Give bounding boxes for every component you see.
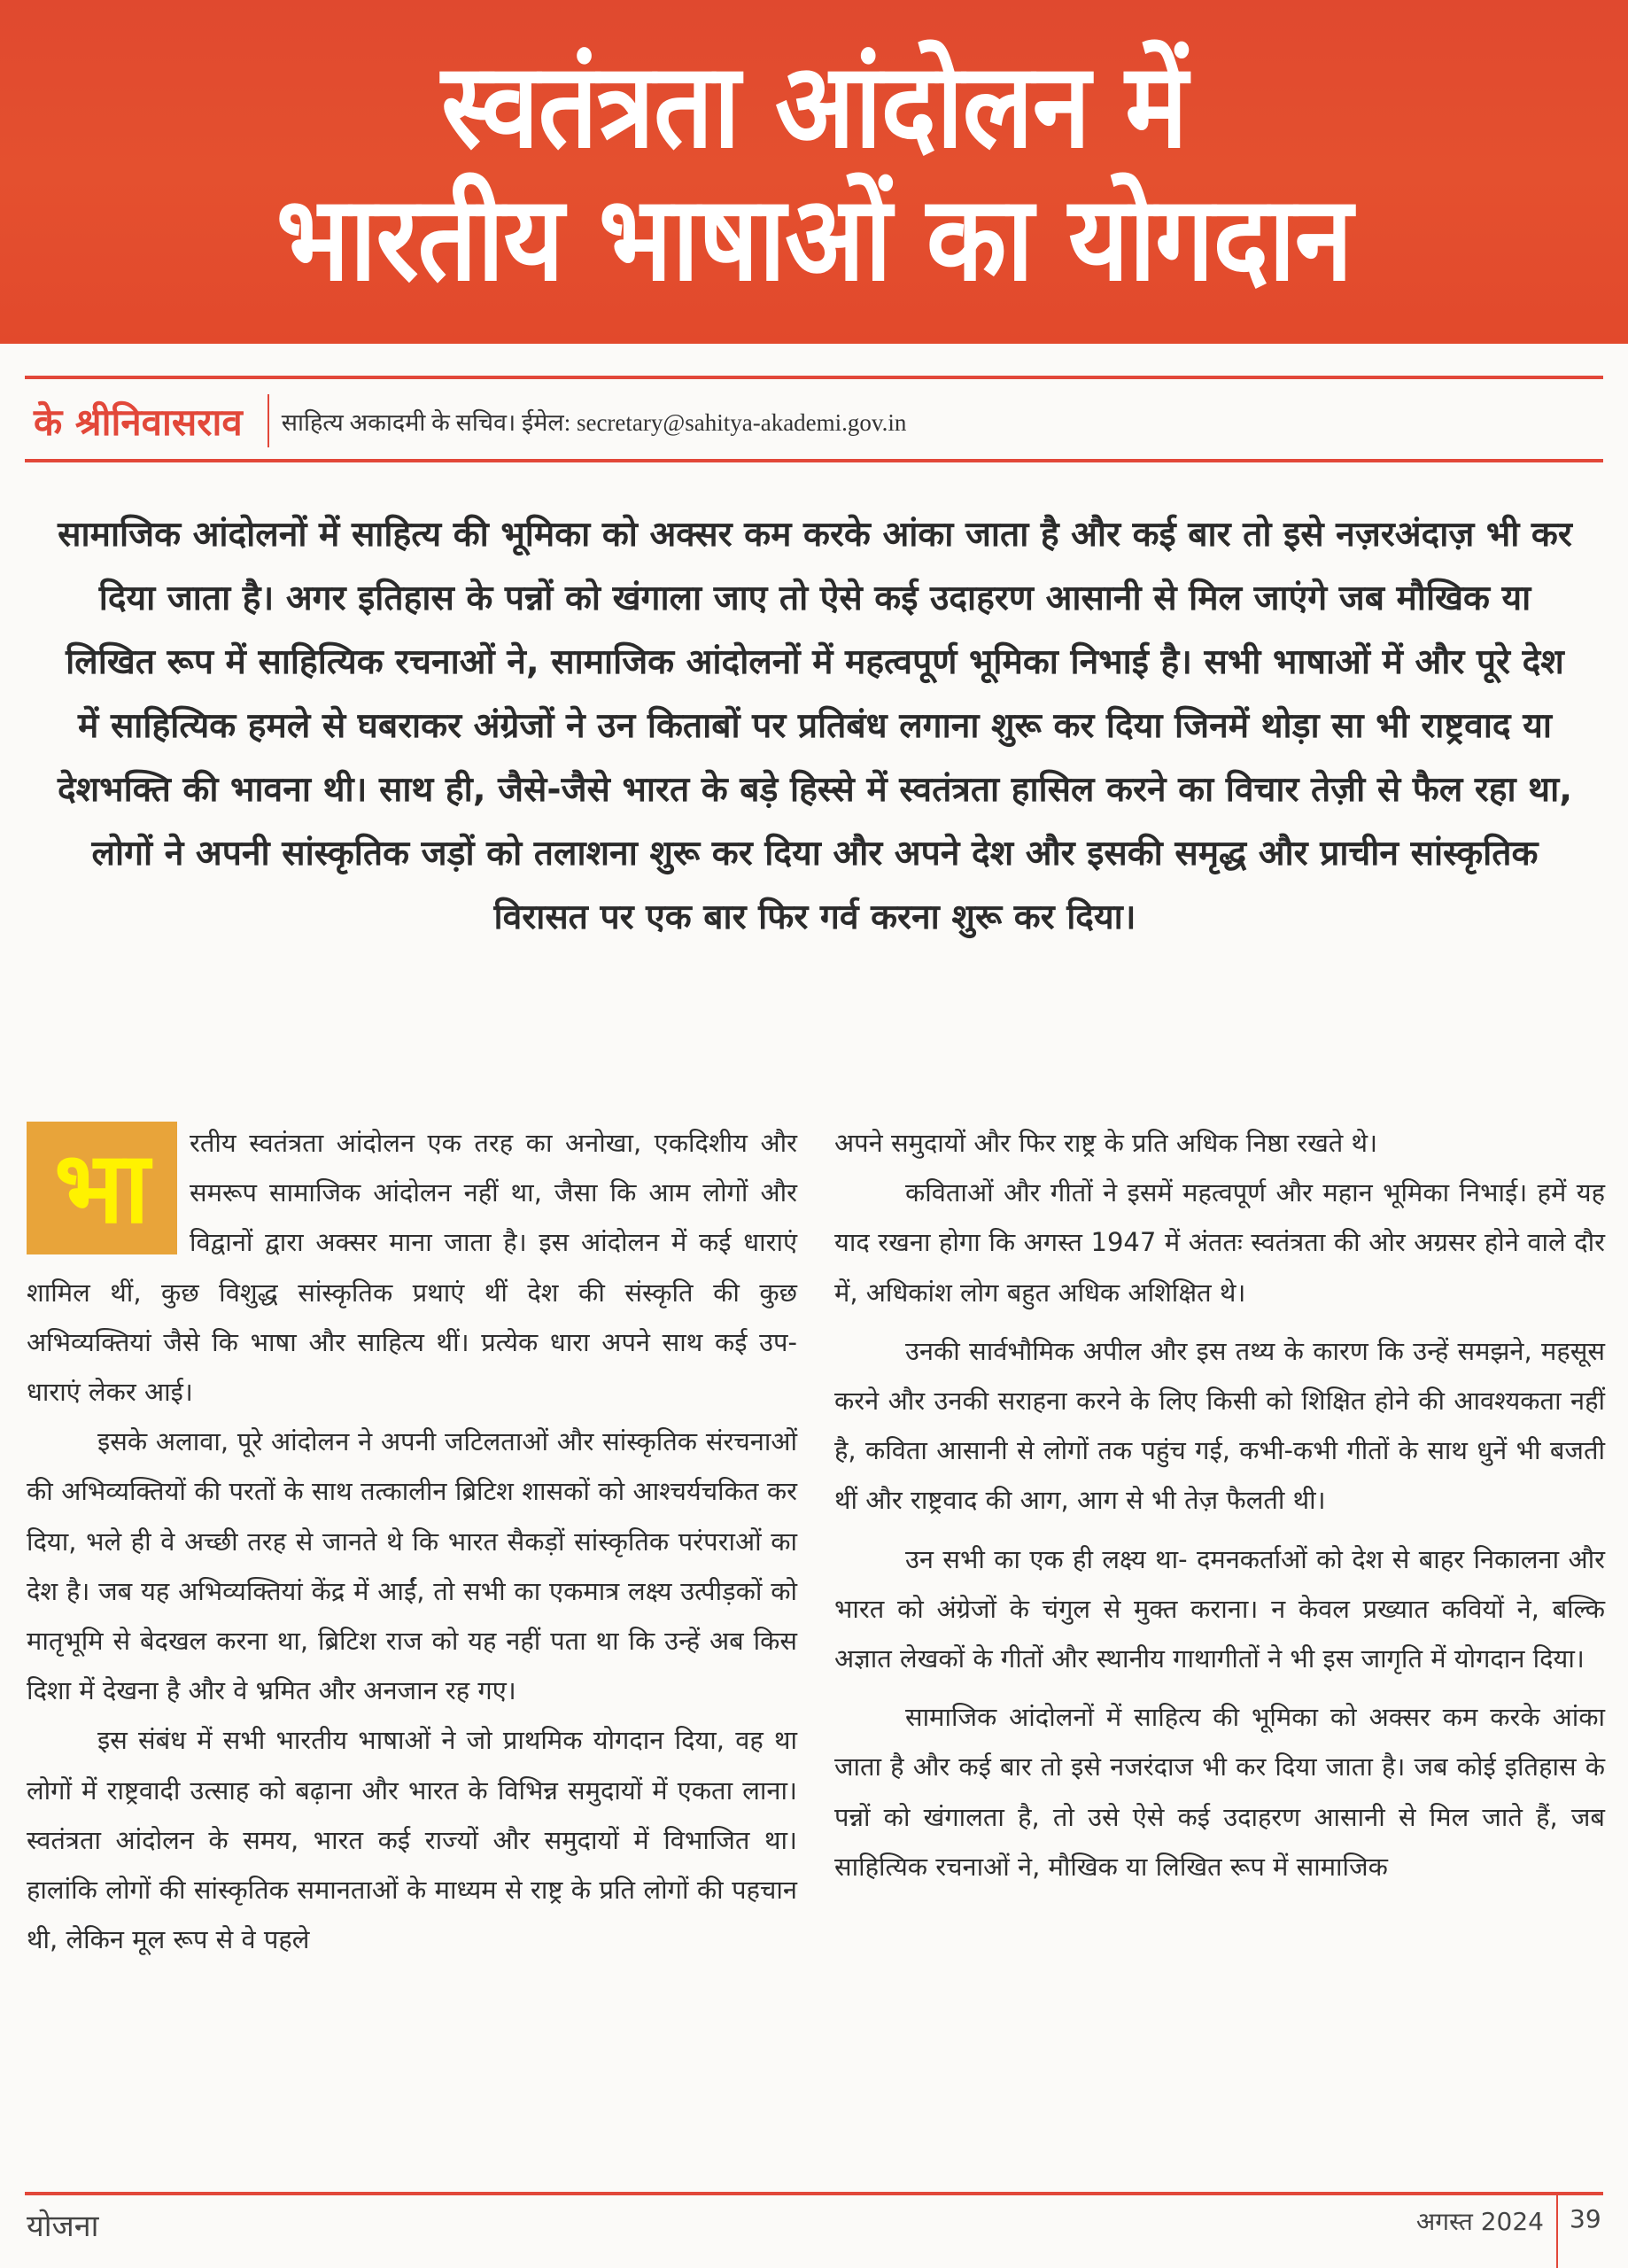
body-paragraph: इस संबंध में सभी भारतीय भाषाओं ने जो प्राथमिक योगदान दिया, वह था लोगों में राष्ट्रवादी उत्साह को बढ़ाना और भारत के विभिन्न समुदायों में एकता लाना। स्वतंत्रता आंदोलन के समय, भारत कई राज्यों और समुदायों में विभाजित था। हालांकि लोगों की सांस्कृतिक समानताओं के माध्यम से राष्ट्र के प्रति लोगों की पहचान थी, लेकिन मूल रूप से वे पहले — [27, 1725, 797, 1955]
issue-date: अगस्त 2024 — [1415, 2207, 1544, 2236]
byline-bottom-rule — [25, 459, 1603, 462]
byline — [25, 390, 1603, 452]
drop-cap: भा — [27, 1122, 177, 1254]
body-paragraph: उनकी सार्वभौमिक अपील और इस तथ्य के कारण कि उन्हें समझने, महसूस करने और उनकी सराहना करने के लिए किसी को शिक्षित होने की आवश्यकता नहीं है, कविता आसानी से लोगों तक पहुंच गई, कभी-कभी गीतों के साथ धुनें भी बजती थीं और राष्ट्रवाद की आग, आग से भी तेज़ फैलती थी। — [834, 1335, 1605, 1516]
body-paragraph: उन सभी का एक ही लक्ष्य था- दमनकर्ताओं को देश से बाहर निकालना और भारत को अंग्रेजों के चंगुल से मुक्त कराना। न केवल प्रख्यात कवियों ने, बल्कि अज्ञात लेखकों के गीतों और स्थानीय गाथागीतों ने भी इस जागृति में योगदान दिया। — [834, 1543, 1605, 1674]
body-paragraph: इसके अलावा, पूरे आंदोलन ने अपनी जटिलताओं और सांस्कृतिक संरचनाओं की अभिव्यक्तियों की परतों के साथ तत्कालीन ब्रिटिश शासकों को आश्चर्यचकित कर दिया, भले ही वे अच्छी तरह से जानते थे कि भारत सैकड़ों सांस्कृतिक परंपराओं का देश है। जब यह अभिव्यक्तियां केंद्र में आईं, तो सभी का एकमात्र लक्ष्य उत्पीड़कों को मातृभूमि से बेदखल करना था, ब्रिटिश राज को यह नहीं पता था कि उन्हें अब किस दिशा में देखना है और वे भ्रमित और अनजान रह गए। — [27, 1426, 797, 1706]
footer-separator — [1556, 2192, 1558, 2268]
author-description: साहित्य अकादमी के सचिव। ईमेल: secretary@sahitya-akademi.gov.in — [281, 408, 907, 436]
article-title-line-2: भारतीय भाषाओं का योगदान — [275, 169, 1353, 307]
author-name: के श्रीनिवासराव — [34, 400, 243, 444]
title-banner — [0, 0, 1628, 344]
article-title-line-1: स्वतंत्रता आंदोलन में — [441, 36, 1187, 175]
byline-top-rule — [25, 376, 1603, 379]
byline-separator — [267, 394, 269, 447]
body-paragraph: अपने समुदायों और फिर राष्ट्र के प्रति अधिक निष्ठा रखते थे। — [834, 1128, 1378, 1158]
page-number: 39 — [1570, 2204, 1601, 2233]
body-column-right — [834, 1118, 1605, 1891]
footer-rule — [25, 2192, 1603, 2195]
body-column-left — [27, 1118, 797, 1964]
body-paragraph: रतीय स्वतंत्रता आंदोलन एक तरह का अनोखा, एकदिशीय और समरूप सामाजिक आंदोलन नहीं था, जैसा कि आम लोगों और विद्वानों द्वारा अक्सर माना जाता है। इस आंदोलन में कई धाराएं शामिल थीं, कुछ विशुद्ध सांस्कृतिक प्रथाएं थीं देश की संस्कृति की कुछ अभिव्यक्तियां जैसे कि भाषा और साहित्य थीं। प्रत्येक धारा अपने साथ कई उप-धाराएं लेकर आई। — [27, 1128, 797, 1408]
intro-paragraph: सामाजिक आंदोलनों में साहित्य की भूमिका को अक्सर कम करके आंका जाता है और कई बार तो इसे नज़रअंदाज़ भी कर दिया जाता है। अगर इतिहास के पन्नों को खंगाला जाए तो ऐसे कई उदाहरण आसानी से मिल जाएंगे जब मौखिक या लिखित रूप में साहित्यिक रचनाओं ने, सामाजिक आंदोलनों में महत्वपूर्ण भूमिका निभाई है। सभी भाषाओं में और पूरे देश में साहित्यिक हमले से घबराकर अंग्रेजों ने उन किताबों पर प्रतिबंध लगाना शुरू कर दिया जिनमें थोड़ा सा भी राष्ट्रवाद या देशभक्ति की भावना थी। साथ ही, जैसे-जैसे भारत के बड़े हिस्से में स्वतंत्रता हासिल करने का विचार तेज़ी से फैल रहा था, लोगों ने अपनी सांस्कृतिक जड़ों को तलाशना शुरू कर दिया और अपने देश और इसकी समृद्ध और प्राचीन सांस्कृतिक विरासत पर एक बार फिर गर्व करना शुरू कर दिया। — [57, 515, 1573, 937]
body-paragraph: सामाजिक आंदोलनों में साहित्य की भूमिका को अक्सर कम करके आंका जाता है और कई बार तो इसे नजरंदाज भी कर दिया जाता है। जब कोई इतिहास के पन्नों को खंगालता है, तो उसे ऐसे कई उदाहरण आसानी से मिल जाते हैं, जब साहित्यिक रचनाओं ने, मौखिक या लिखित रूप में सामाजिक — [834, 1702, 1605, 1882]
magazine-name: योजना — [27, 2209, 99, 2244]
body-paragraph: कविताओं और गीतों ने इसमें महत्वपूर्ण और महान भूमिका निभाई। हमें यह याद रखना होगा कि अगस्त 1947 में अंततः स्वतंत्रता की ओर अग्रसर होने वाले दौर में, अधिकांश लोग बहुत अधिक अशिक्षित थे। — [834, 1177, 1605, 1308]
